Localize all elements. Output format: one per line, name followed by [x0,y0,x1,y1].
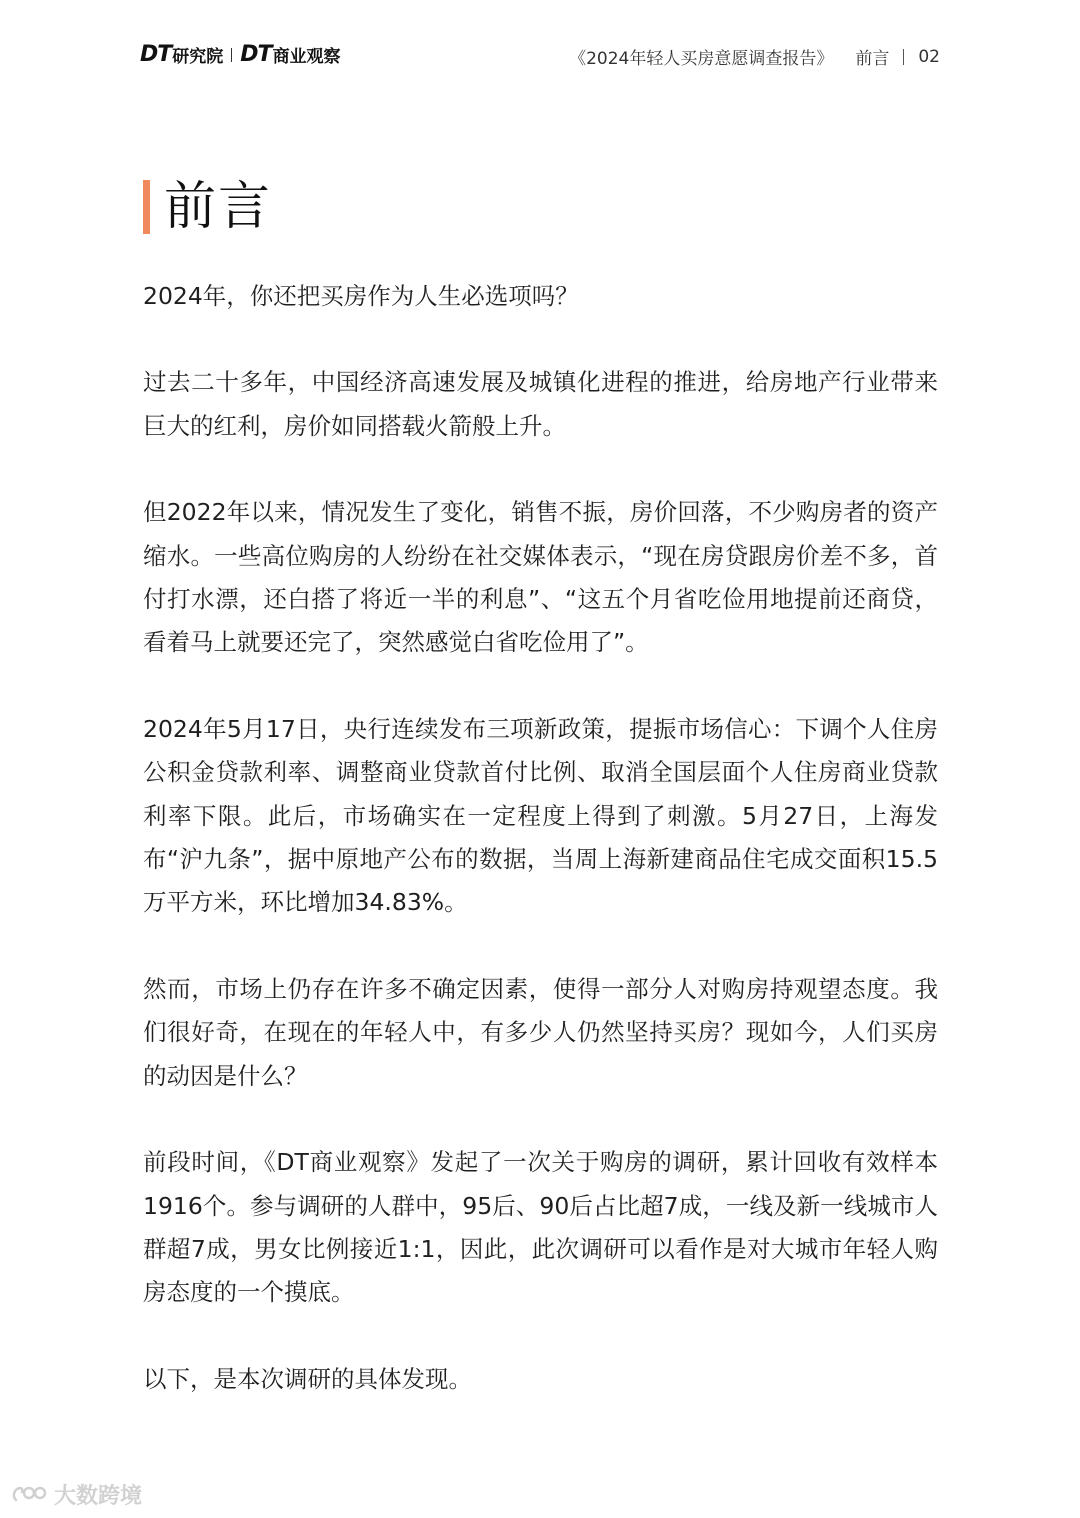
logo-org-name: 研究院 [172,47,224,67]
paragraph: 以下，是本次调研的具体发现。 [143,1364,472,1393]
paragraph: 前段时间，《DT商业观察》发起了一次关于购房的调研，累计回收有效样本1916个。参与调研的人群中，95后、90后占比超7成，一线及新一线城市人群超7成，男女比例接近1:1，因此，此次调研可以看作是对大城市年轻人购房态度的一个摸底。 [143,1148,938,1307]
paragraph: 2024年5月17日，央行连续发布三项新政策，提振市场信心：下调个人住房公积金贷款利率、调整商业贷款首付比例、取消全国层面个人住房商业贷款利率下限。此后，市场确实在一定程度上得到了刺激。5月27日，上海发布“沪九条”，据中原地产公布的数据，当周上海新建商品住宅成交面积15.5万平方米，环比增加34.83%。 [143,714,938,917]
watermark [10,1479,142,1510]
paragraph: 但2022年以来，情况发生了变化，销售不振，房价回落，不少购房者的资产缩水。一些高位购房的人纷纷在社交媒体表示，“现在房贷跟房价差不多，首付打水漂，还白搭了将近一半的利息”、“这五个月省吃俭用地提前还商贷，看着马上就要还完了，突然感觉白省吃俭用了”。 [143,498,938,657]
header-separator [903,49,904,65]
section-name: 前言 [855,49,890,69]
heading-accent-bar [143,180,150,234]
page-number: 02 [918,46,940,67]
section-heading [143,178,272,236]
logo-org-name-2: 商业观察 [272,47,341,67]
paragraph: 然而，市场上仍存在许多不确定因素，使得一部分人对购房持观望态度。我们很好奇，在现在的年轻人中，有多少人仍然坚持买房？现如今，人们买房的动因是什么？ [143,974,938,1090]
report-title: 《2024年轻人买房意愿调查报告》 [569,49,834,69]
weibo-like-icon [10,1484,50,1506]
page-header [140,40,940,72]
logo-dt-mark-2: DT [240,42,272,67]
body-content [143,275,938,1444]
logo-divider [231,48,232,62]
header-meta [569,44,940,69]
paragraph: 2024年，你还把买房作为人生必选项吗？ [143,282,579,310]
paragraph: 过去二十多年，中国经济高速发展及城镇化进程的推进，给房地产行业带来巨大的红利，房价如同搭载火箭般上升。 [143,368,938,440]
brand-logo [140,42,341,67]
logo-dt-mark: DT [140,42,172,67]
page-title: 前言 [164,177,273,237]
watermark-text: 大数跨境 [54,1484,143,1509]
